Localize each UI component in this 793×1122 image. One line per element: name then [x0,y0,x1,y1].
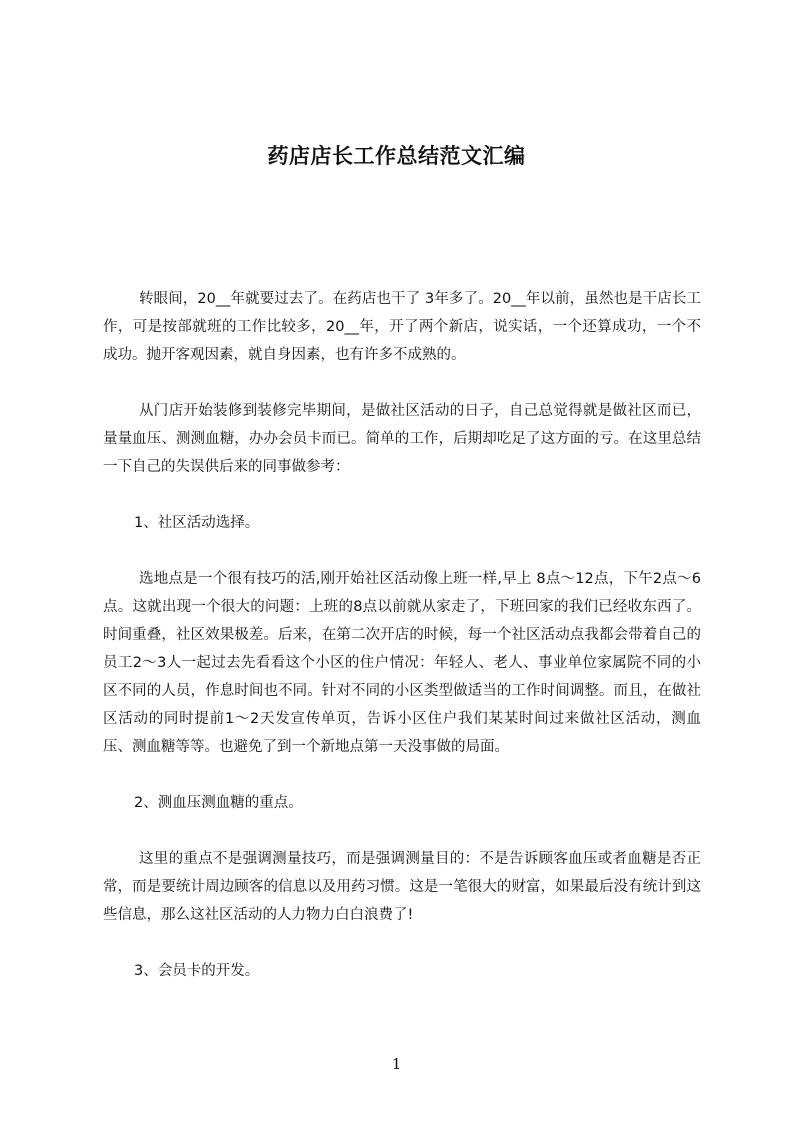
page-number: 1 [391,1055,402,1073]
section-heading-2: 2、测血压测血糖的重点。 [134,795,303,811]
section-heading-3: 3、会员卡的开发。 [134,963,260,979]
paragraph-location-selection: 选地点是一个很有技巧的活,刚开始社区活动像上班一样,早上 8点～12点，下午2点～6点。这就出现一个很大的问题：上班的8点以前就从家走了，下班回家的我们已经收东西了。时间重叠，社区效果极差。后来，在第二次开店的时候，每一个社区活动点我都会带着自己的员工2～3人一起过去先看看这个小区的住户情况：年轻人、老人、事业单位家属院不同的小区不同的人员，作息时间也不同。针对不同的小区类型做适当的工作时间调整。而且，在做社区活动的同时提前1～2天发宣传单页，告诉小区住户我们某某时间过来做社区活动，测血压、测血糖等等。也避免了到一个新地点第一天没事做的局面。 [103,571,701,755]
paragraph-community-activity: 从门店开始装修到装修完毕期间，是做社区活动的日子，自己总觉得就是做社区而已，量量血压、测测血糖，办办会员卡而已。简单的工作，后期却吃足了这方面的亏。在这里总结一下自己的失误供后来的同事做参考： [103,403,701,475]
document-title: 药店店长工作总结范文汇编 [267,144,526,168]
document-body [103,285,701,1013]
paragraph-intro: 转眼间，20__年就要过去了。在药店也干了 3年多了。20__年以前，虽然也是干店长工作，可是按部就班的工作比较多，20__年，开了两个新店，说实话，一个还算成功，一个不成功。抛开客观因素，就自身因素，也有许多不成熟的。 [103,291,701,363]
paragraph-measurement-focus: 这里的重点不是强调测量技巧，而是强调测量目的：不是告诉顾客血压或者血糖是否正常，而是要统计周边顾客的信息以及用药习惯。这是一笔很大的财富，如果最后没有统计到这些信息，那么这社区活动的人力物力白白浪费了! [103,851,701,923]
section-heading-1: 1、社区活动选择。 [134,515,260,531]
